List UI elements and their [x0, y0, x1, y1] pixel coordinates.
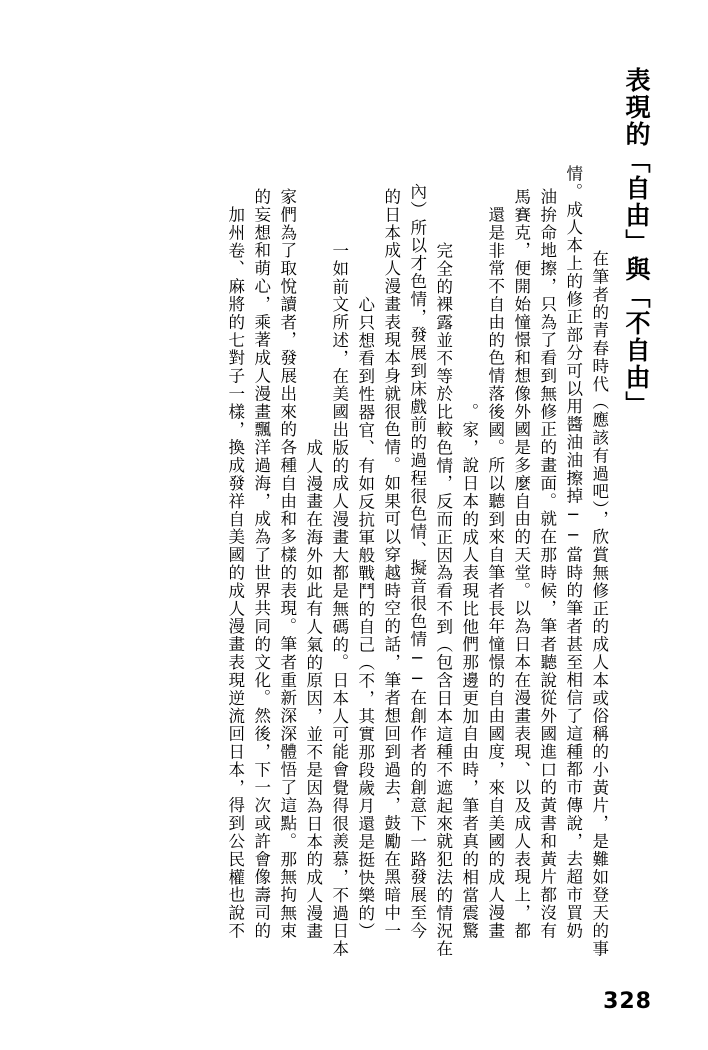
text-column: 家們為了取悅讀者，發展出來的各種自由和多樣的表現。筆者重新深深體悟了這點。那無拘無束 — [277, 188, 297, 940]
text-column: 成人漫畫在海外如此有人氣的原因，並不是因為日本的成人漫畫 — [303, 438, 323, 940]
page-title: 表現的「自由」與「不自由」 — [622, 67, 651, 418]
text-column: 的妄想和萌心，乘著成人漫畫飄洋過海，成為了世界共同的文化。然後，下一次或許會像壽司的 — [251, 188, 271, 940]
text-column: 心只想看到性器官、有如反抗軍般戰鬥的自己（不，其實那段歲月還是挺快樂的） — [355, 295, 375, 940]
text-column: 情。成人本上的修正部分可以用醬油油擦掉──當時的筆者甚至相信了這種都市傳說，去超市買奶 — [563, 165, 583, 940]
vertical-text-block — [54, 67, 654, 958]
text-column: 馬賽克，便開始憧憬和想像外國是多麼自由的天堂。以為日本在漫畫表現、以及成人表現上，都 — [511, 188, 531, 940]
text-column: 完全的裸露並不等於比較色情，反而正因為看不到（包含日本這種不遮起來就犯法的情況在 — [433, 242, 453, 958]
page-number: 328 — [603, 989, 652, 1014]
text-column: 還是非常不自由的色情落後國。所以聽到來自筆者長年憧憬的自由國度，來自美國的成人漫畫 — [485, 206, 505, 940]
text-column: 油拚命地擦，只為了看到無修正的畫面。就在那時候，筆者聽說從外國進口的黃書和黃片都沒有 — [537, 188, 557, 940]
text-column: 加州卷、麻將的七對子一樣，換成發祥自美國的成人漫畫表現逆流回日本，得到公民權也說不 — [225, 206, 245, 940]
text-column: 在筆者的青春時代（應該有過吧），欣賞無修正的成人本或俗稱的小黃片，是難如登天的事 — [589, 250, 609, 958]
text-column: 家，說日本的成人表現比他們那邊更加自由時，筆者真的相當震驚。 — [459, 402, 479, 940]
text-column: 的日本成人漫畫表現本身就很色情。如果可以穿越時空的話，筆者想回到過去，鼓勵在黑暗中一 — [381, 188, 401, 940]
text-column: 一如前文所述，在美國出版的成人漫畫大都是無碼的。日本人可能會覺得很羨慕，不過日本 — [329, 242, 349, 958]
text-column: 內）所以才色情，發展到床戲前的過程很色情、擬音很色情──在創作者的創意下一路發展至今 — [407, 183, 427, 940]
